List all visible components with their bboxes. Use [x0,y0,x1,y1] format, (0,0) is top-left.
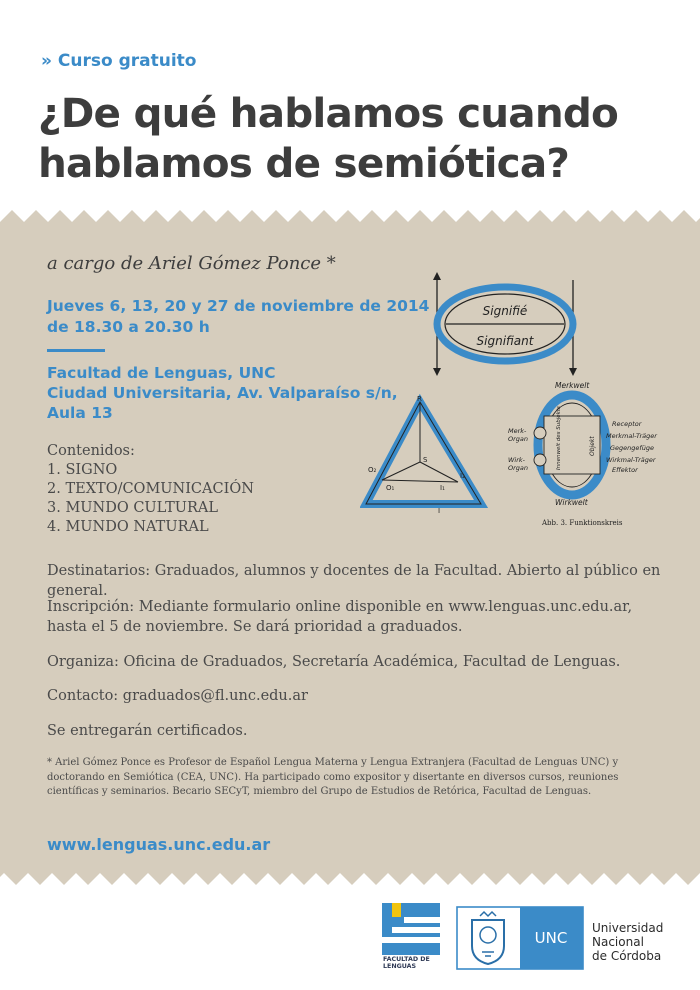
merkmal-trager-label: Merkmal-Träger [606,432,657,440]
organ-label: Organ [508,464,529,472]
contents-item: 2. TEXTO/COMUNICACIÓN [47,481,254,497]
location-line-1: Facultad de Lenguas, UNC [47,364,276,382]
triangle-inner [366,402,481,504]
innenwelt-label: Innenwelt des Subjekts [556,406,562,470]
unc-badge-text: UNC [534,929,568,947]
unc-name [592,921,663,963]
location-line-2: Ciudad Universitaria, Av. Valparaíso s/n, [47,384,398,402]
inscripcion-line-1: Inscripción: Mediante formulario online disponible en www.lenguas.unc.edu.ar, [47,599,633,615]
wirk-label: Wirk- [508,456,526,464]
funktionskreis-caption: Abb. 3. Funktionskreis [542,519,623,527]
inscripcion-text [47,597,632,637]
triangle-outline [366,402,481,504]
merk-label: Merk- [508,427,527,435]
footnote-line-1: * Ariel Gómez Ponce es Profesor de Español Lengua Materna y Lengua Extranjera (Facultad de Lenguas UNC) y [47,757,619,768]
label-o2: O₂ [368,466,377,474]
merkwelt-label: Merkwelt [555,381,590,390]
wirkmal-trager-label: Wirkmal-Träger [606,456,656,464]
inscripcion-line-2: hasta el 5 de noviembre. Se dará prioridad a graduados. [47,619,463,635]
semiotic-triangle-diagram [360,392,495,514]
fl-logo-yellow-bar [392,903,401,917]
wirkwelt-label: Wirkwelt [555,498,588,507]
label-i: I [438,507,441,514]
contents-heading: Contenidos: [47,443,135,459]
website-link[interactable]: www.lenguas.unc.edu.ar [47,835,271,854]
objekt-label: Objekt [589,436,596,456]
footnote-line-3: científicas y seminarios. Becario SECyT, miembro del Grupo de Estudios de Retórica, Facultad de Lenguas. [47,786,592,797]
page-title [38,88,678,188]
organ-label: Organ [508,435,529,443]
unc-name-line-3: de Córdoba [592,949,662,963]
divider [47,349,105,352]
signifiant-label: Signifiant [476,334,534,348]
label-i1: I₁ [440,484,445,492]
label-o1: O₁ [386,484,395,492]
fl-logo-stripe [404,917,440,923]
fl-logo-stripe [382,937,440,943]
location-line-3: Aula 13 [47,404,113,422]
course-kicker: » Curso gratuito [41,51,197,71]
label-i2: I₂ [460,472,465,480]
byline: a cargo de Ariel Gómez Ponce * [47,253,336,274]
label-s: S [423,456,428,464]
triangle-line [382,480,458,482]
author-footnote [47,756,657,800]
unc-logo [456,906,584,970]
fl-logo-text-2: LENGUAS [383,963,417,969]
saussure-sign-diagram [428,272,598,378]
unc-name-line-1: Universidad [592,921,664,935]
location [47,363,398,423]
certificados-text: Se entregarán certificados. [47,723,248,739]
contents-item: 3. MUNDO CULTURAL [47,500,218,516]
arrow-down-icon [433,368,441,376]
title-line-1: ¿De qué hablamos cuando [38,89,619,137]
signifie-label: Signifié [482,304,528,318]
receptor-label: Receptor [612,420,642,428]
schedule-days: Jueves 6, 13, 20 y 27 de noviembre de 2014 [47,297,430,315]
organiza-text: Organiza: Oficina de Graduados, Secretaría Académica, Facultad de Lenguas. [47,654,621,670]
merk-organ-node [534,427,546,439]
destinatarios-text: Destinatarios: Graduados, alumnos y docentes de la Facultad. Abierto al público en general. [47,563,661,599]
arrow-up-icon [433,272,441,280]
arrow-down-icon [569,368,577,376]
label-r: R [417,395,422,403]
wirk-organ-node [534,454,546,466]
contents-item: 1. SIGNO [47,462,118,478]
schedule-hours: de 18.30 a 20.30 h [47,318,210,336]
contents-item: 4. MUNDO NATURAL [47,519,209,535]
fl-logo-text-1: FACULTAD DE [383,956,430,963]
title-line-2: hablamos de semiótica? [38,139,570,187]
contacto-text: Contacto: graduados@fl.unc.edu.ar [47,688,308,704]
effektor-label: Effektor [612,466,638,474]
fl-logo-stripe [392,927,440,933]
footnote-line-2: doctorando en Semiótica (CEA, UNC). Ha participado como expositor y disertante en diversos cursos, reuniones [47,771,619,783]
triangle-line [420,462,458,482]
contents-list [47,442,254,537]
funktionskreis-diagram [500,378,685,530]
facultad-de-lenguas-logo [382,903,440,969]
schedule [47,296,429,338]
unc-name-line-2: Nacional [592,935,644,949]
gegengefuge-label: Gegengefüge [610,444,654,452]
